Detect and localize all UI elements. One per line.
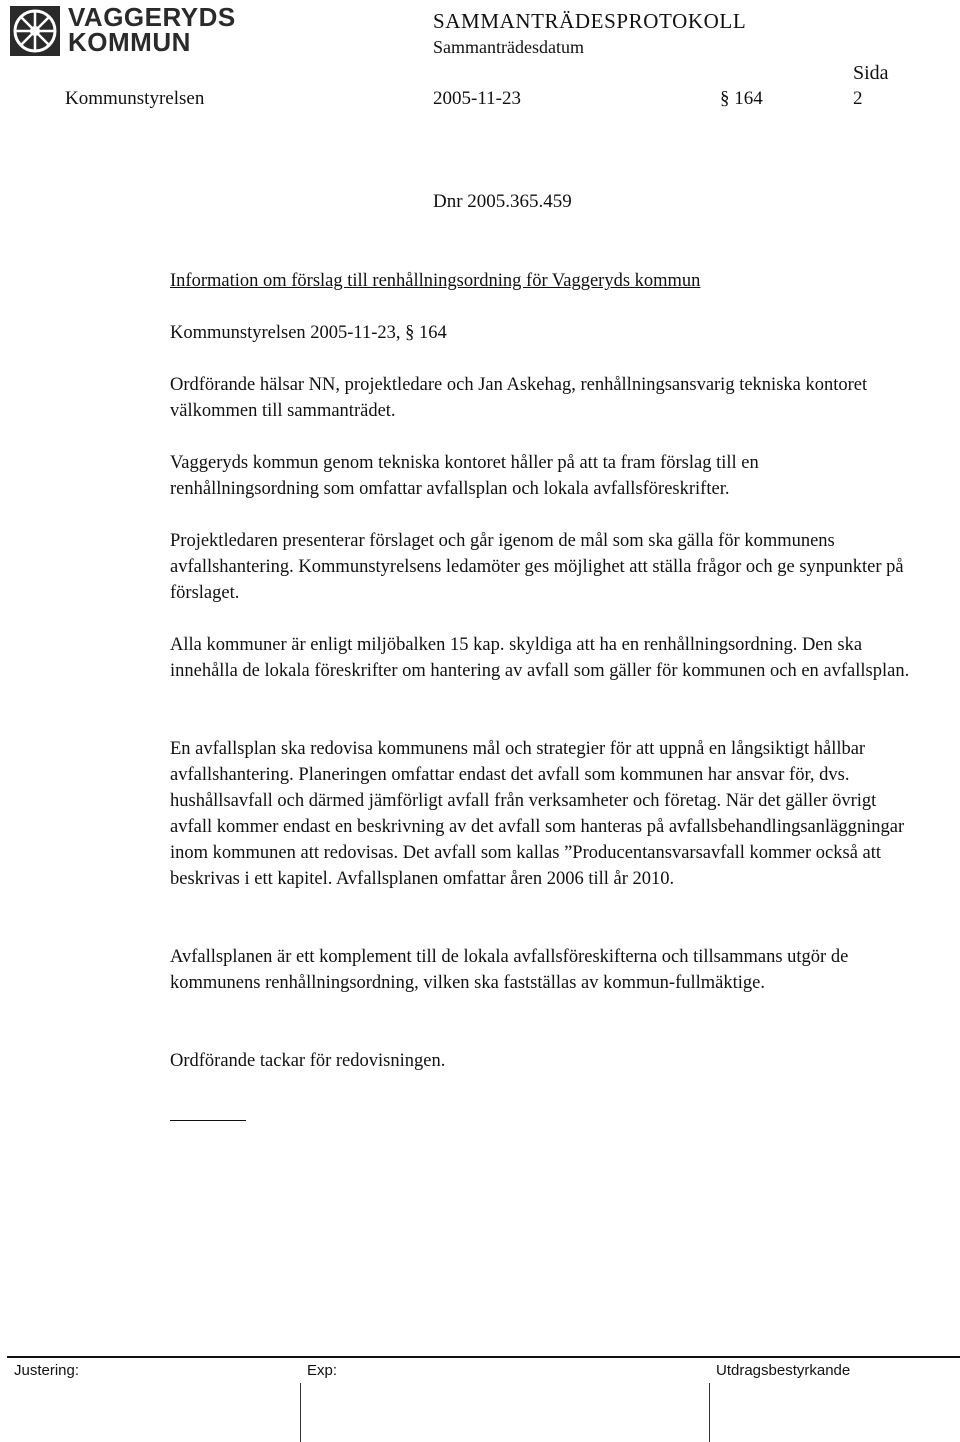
paragraph-background: Vaggeryds kommun genom tekniska kontoret håller på att ta fram förslag till en renhållningsordning som omfattar avfallsplan och lokala avfallsföreskrifter. [170, 453, 759, 499]
footer-column-divider-2 [709, 1383, 710, 1442]
municipality-logo [10, 4, 235, 66]
paragraph-closing: Ordförande tackar för redovisningen. [170, 1051, 446, 1071]
case-number: Dnr 2005.365.459 [433, 191, 572, 212]
exp-label: Exp: [307, 1362, 338, 1379]
coat-of-arms-wheel-icon [10, 6, 60, 56]
footer-divider [7, 1356, 960, 1358]
document-type: SAMMANTRÄDESPROTOKOLL [433, 9, 747, 33]
document-heading: Information om förslag till renhållningsordning för Vaggeryds kommun [170, 271, 701, 291]
page-number: 2 [853, 88, 863, 109]
paragraph-legal-requirement: Alla kommuner är enligt miljöbalken 15 kap. skyldiga att ha en renhållningsordning. Den ska innehålla de lokala föreskrifter om hantering av avfall som gäller för kommunen och en avfallsplan. [170, 635, 910, 681]
footer-column-divider-1 [300, 1383, 301, 1442]
logo-line-2: KOMMUN [68, 27, 191, 57]
paragraph-complement: Avfallsplanen är ett komplement till de lokala avfallsföreskifterna och tillsammans utgör de kommunens renhållningsordning, vilken ska fastställas av kommun-fullmäktige. [170, 947, 849, 993]
meeting-date-label: Sammanträdesdatum [433, 37, 584, 57]
paragraph-reference: Kommunstyrelsen 2005-11-23, § 164 [170, 323, 447, 343]
section-number: § 164 [720, 88, 763, 109]
committee-name: Kommunstyrelsen [65, 88, 205, 109]
page-label: Sida [853, 62, 889, 84]
logo-line-1: VAGGERYDS [68, 2, 236, 32]
paragraph-welcome: Ordförande hälsar NN, projektledare och Jan Askehag, renhållningsansvarig tekniska kontoret välkommen till sammanträdet. [170, 375, 868, 421]
meeting-date: 2005-11-23 [433, 88, 521, 109]
paragraph-waste-plan: En avfallsplan ska redovisa kommunens mål och strategier för att uppnå en långsiktigt hållbar avfallshantering. Planeringen omfattar endast det avfall som kommunen har ansvar för, dvs. hushållsavfall och därmed jämförligt avfall från verksamheter och företag. När det gäller övrigt avfall kommer endast en beskrivning av det avfall som hanteras på avfallsbehandlingsanläggningar inom kommunen att redovisas. Det avfall som kallas ”Producentansvarsavfall kommer också att beskrivas i ett kapitel. Avfallsplanen omfattar åren 2006 till år 2010. [170, 739, 905, 889]
certification-label: Utdragsbestyrkande [716, 1362, 851, 1379]
paragraph-presentation: Projektledaren presenterar förslaget och går igenom de mål som ska gälla för kommunens avfallshantering. Kommunstyrelsens ledamöter ges möjlighet att ställa frågor och ge synpunkter på förslaget. [170, 531, 904, 603]
justering-label: Justering: [14, 1362, 80, 1379]
end-line [170, 1120, 246, 1121]
